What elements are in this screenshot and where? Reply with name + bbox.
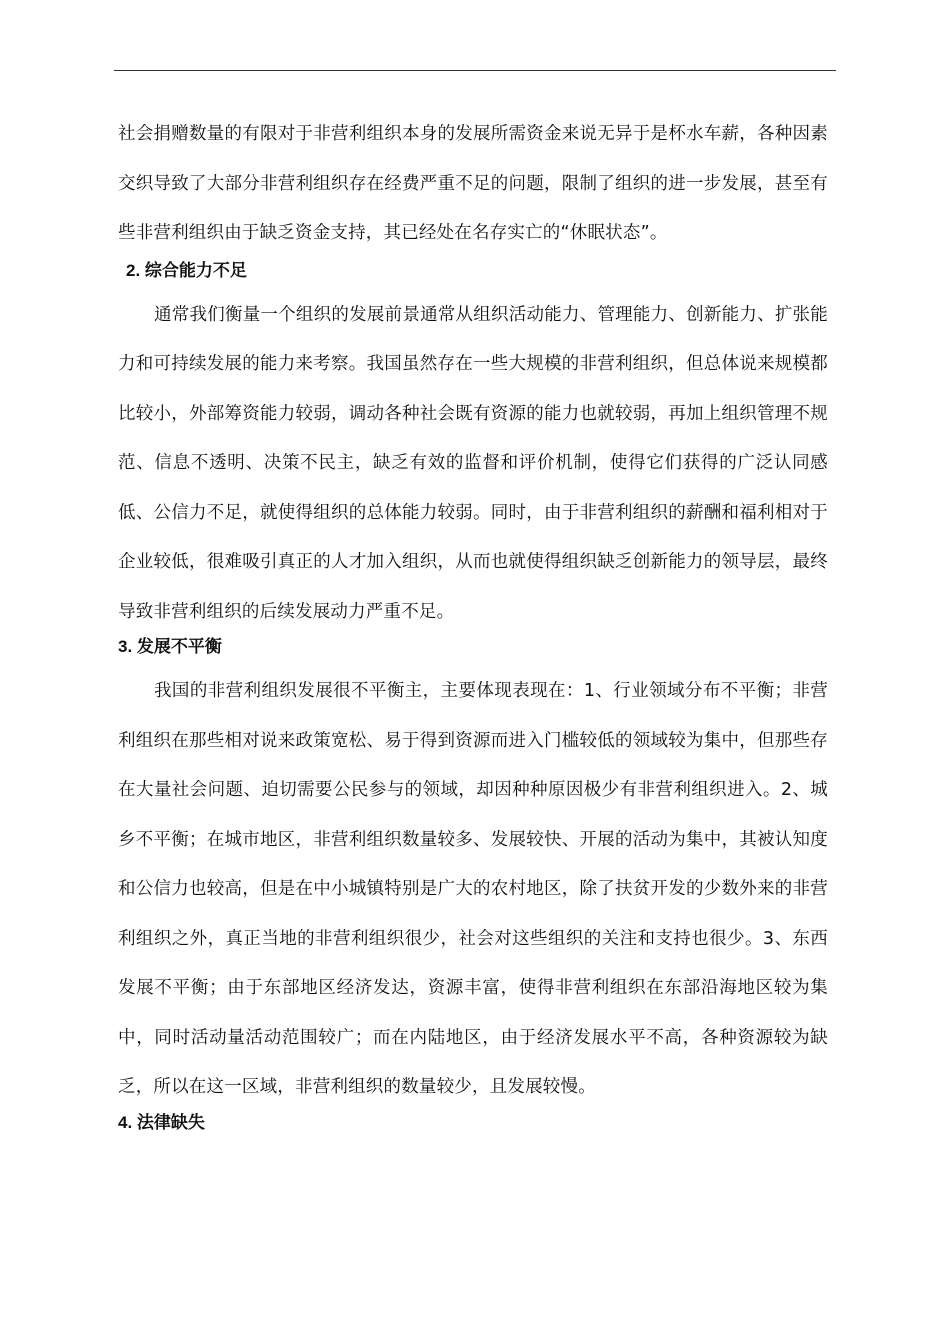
header-rule	[114, 70, 836, 71]
paragraph-imbalance: 我国的非营利组织发展很不平衡主，主要体现表现在：1、行业领域分布不平衡；非营利组织在那些相对说来政策宽松、易于得到资源而进入门槛较低的领域较为集中，但那些存在大量社会问题、迫切需要公民参与的领域，却因种种原因极少有非营利组织进入。2、城乡不平衡；在城市地区，非营利组织数量较多、发展较快、开展的活动为集中，其被认知度和公信力也较高，但是在中小城镇特别是广大的农村地区，除了扶贫开发的少数外来的非营利组织之外，真正当地的非营利组织很少，社会对这些组织的关注和支持也很少。3、东西发展不平衡；由于东部地区经济发达，资源丰富，使得非营利组织在东部沿海地区较为集中，同时活动量活动范围较广；而在内陆地区，由于经济发展水平不高，各种资源较为缺乏，所以在这一区域，非营利组织的数量较少，且发展较慢。	[118, 681, 828, 1097]
section-heading-capability: 2. 综合能力不足	[126, 260, 247, 280]
section-heading-legal: 4. 法律缺失	[118, 1112, 205, 1132]
document-body	[118, 110, 828, 1137]
section-heading-imbalance: 3. 发展不平衡	[118, 637, 222, 656]
paragraph-capability: 通常我们衡量一个组织的发展前景通常从组织活动能力、管理能力、创新能力、扩张能力和可持续发展的能力来考察。我国虽然存在一些大规模的非营利组织，但总体说来规模都比较小，外部筹资能力较弱，调动各种社会既有资源的能力也就较弱，再加上组织管理不规范、信息不透明、决策不民主，缺乏有效的监督和评价机制，使得它们获得的广泛认同感低、公信力不足，就使得组织的总体能力较弱。同时，由于非营利组织的薪酬和福利相对于企业较低，很难吸引真正的人才加入组织，从而也就使得组织缺乏创新能力的领导层，最终导致非营利组织的后续发展动力严重不足。	[118, 304, 828, 622]
paragraph-funding: 社会捐赠数量的有限对于非营利组织本身的发展所需资金来说无异于是杯水车薪，各种因素交织导致了大部分非营利组织存在经费严重不足的问题，限制了组织的进一步发展，甚至有些非营利组织由于缺乏资金支持，其已经处在名存实亡的“休眠状态”。	[118, 124, 828, 243]
